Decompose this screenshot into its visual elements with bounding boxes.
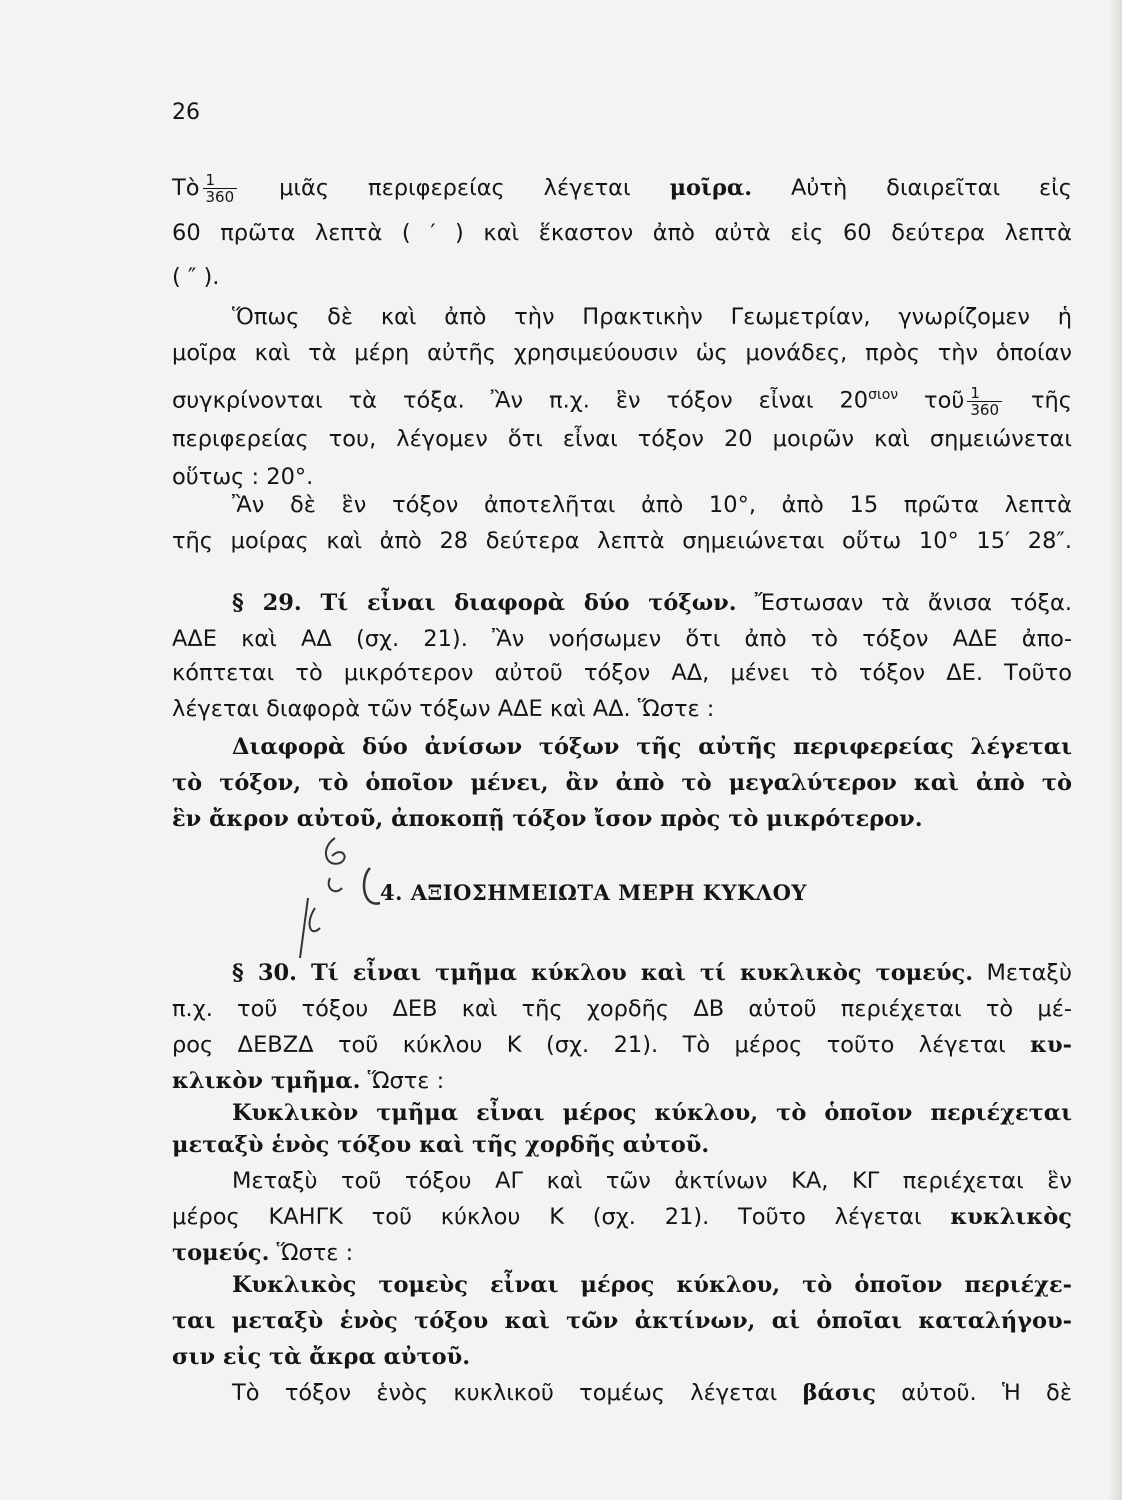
para1-line2: 60 πρῶτα λεπτὰ ( ′ ) καὶ ἕκαστον ἀπὸ αὐτὰ εἰς 60 δεύτερα λεπτὰ [172,220,1072,246]
sec30-line4 [172,1066,1072,1096]
sec30-definition2-line2: ται μεταξὺ ἑνὸς τόξου καὶ τῶν ἀκτίνων, αἱ ὁποῖαι καταλήγου- [172,1308,1072,1334]
sec30-para-line3 [172,1238,1072,1268]
fraction [203,172,238,205]
sec29-definition-line1: Διαφορὰ δύο ἀνίσων τόξων τῆς αὐτῆς περιφερείας λέγεται [232,734,1072,760]
term-bold: κυ- [1030,1032,1072,1058]
para2-line2: μοῖρα καὶ τὰ μέρη αὐτῆς χρησιμεύουσιν ὡς μονάδες, πρὸς τὴν ὁποίαν [172,340,1072,366]
text: Τὸ [172,175,200,201]
para2-line3 [172,380,1072,418]
section-title-30: § 30. Τί εἶναι τμῆμα κύκλου καὶ τί κυκλικὸς τομεύς. [232,960,974,986]
text: μέρος ΚΑΗΓΚ τοῦ κύκλου Κ (σχ. 21). Τοῦτο λέγεται [172,1204,951,1230]
text: αὐτοῦ. Ἡ δὲ [876,1380,1072,1406]
text: τῆς [1005,387,1072,414]
fraction-denominator: 360 [970,400,1000,419]
sec30-para-line2 [172,1202,1072,1232]
term-bold: κλικὸν τμῆμα. [172,1068,361,1094]
sec29-line4: λέγεται διαφορὰ τῶν τόξων ΑΔΕ καὶ ΑΔ. Ὥστε : [172,696,715,722]
chapter-heading: 4. ΑΞΙΟΣΗΜΕΙΩΤΑ ΜΕΡΗ ΚΥΚΛΟΥ [380,880,807,905]
sec29-line3: κόπτεται τὸ μικρότερον αὐτοῦ τόξον ΑΔ, μένει τὸ τόξον ΔΕ. Τοῦτο [172,660,1072,686]
text: Αὐτὴ διαιρεῖται εἰς [752,175,1072,201]
para3-line2: τῆς μοίρας καὶ ἀπὸ 28 δεύτερα λεπτὰ σημειώνεται οὕτω 10° 15′ 28″. [172,528,1072,554]
para2-line4: περιφερείας του, λέγομεν ὅτι εἶναι τόξον 20 μοιρῶν καὶ σημειώνεται [172,426,1072,452]
superscript: σιον [868,387,899,403]
sec30-line2: π.χ. τοῦ τόξου ΔΕΒ καὶ τῆς χορδῆς ΔΒ αὐτοῦ περιέχεται τὸ μέ- [172,996,1072,1022]
para1-line1 [172,172,1072,205]
text: τοῦ [898,387,965,414]
sec29-definition-line3: ἓν ἄκρον αὐτοῦ, ἀποκοπῇ τόξον ἴσον πρὸς τὸ μικρότερον. [172,806,923,832]
sec29-definition-line2: τὸ τόξον, τὸ ὁποῖον μένει, ἂν ἀπὸ τὸ μεγαλύτερον καὶ ἀπὸ τὸ [172,770,1072,796]
sec30-definition1-line2: μεταξὺ ἑνὸς τόξου καὶ τῆς χορδῆς αὐτοῦ. [172,1132,710,1158]
para3-line1: Ἂν δὲ ἓν τόξον ἀποτελῆται ἀπὸ 10°, ἀπὸ 15 πρῶτα λεπτὰ [232,492,1072,518]
fraction-numerator: 1 [203,172,238,189]
fraction-numerator: 1 [967,385,1002,402]
term-bold: βάσις [802,1380,876,1406]
para2-line5: οὕτως : 20°. [172,464,314,490]
term-bold: μοῖρα. [669,175,753,201]
para2-line1: Ὅπως δὲ καὶ ἀπὸ τὴν Πρακτικὴν Γεωμετρίαν, γνωρίζομεν ἡ [232,304,1072,330]
text: Ὥστε : [269,1240,354,1266]
sec30-definition1-line1: Κυκλικὸν τμῆμα εἶναι μέρος κύκλου, τὸ ὁποῖον περιέχεται [232,1100,1072,1126]
sec30-final-line [232,1378,1072,1408]
text: Ὥστε : [360,1068,445,1094]
para1-line3: ( ″ ). [172,264,220,290]
sec30-line3 [172,1030,1072,1060]
sec29-line1 [232,588,1072,618]
sec29-line2: ΑΔΕ καὶ ΑΔ (σχ. 21). Ἂν νοήσωμεν ὅτι ἀπὸ τὸ τόξον ΑΔΕ ἀπο- [172,626,1072,652]
fraction [967,385,1002,418]
scan-edge-shadow [1108,0,1122,1500]
section-title-29: § 29. Τί εἶναι διαφορὰ δύο τόξων. [232,590,737,616]
text: Τὸ τόξον ἑνὸς κυκλικοῦ τομέως λέγεται [232,1380,803,1406]
text: Μεταξὺ [973,960,1072,986]
fraction-denominator: 360 [205,188,235,206]
sec30-para-line1: Μεταξὺ τοῦ τόξου ΑΓ καὶ τῶν ἀκτίνων ΚΑ, ΚΓ περιέχεται ἓν [232,1168,1072,1194]
text: συγκρίνονται τὰ τόξα. Ἂν π.χ. ἓν τόξον εἶναι 20 [172,387,869,414]
sec30-definition2-line1: Κυκλικὸς τομεὺς εἶναι μέρος κύκλου, τὸ ὁποῖον περιέχε- [232,1272,1072,1298]
term-bold: τομεύς. [172,1240,270,1266]
term-bold: κυκλικὸς [950,1204,1072,1230]
text: ρος ΔΕΒΖΔ τοῦ κύκλου Κ (σχ. 21). Τὸ μέρος τοῦτο λέγεται [172,1032,1031,1058]
page-number: 26 [172,100,200,125]
sec30-line1 [232,958,1072,988]
text: Ἔστωσαν τὰ ἄνισα τόξα. [736,590,1072,616]
text: μιᾶς περιφερείας λέγεται [240,175,670,201]
sec30-definition2-line3: σιν εἰς τὰ ἄκρα αὐτοῦ. [172,1344,471,1370]
